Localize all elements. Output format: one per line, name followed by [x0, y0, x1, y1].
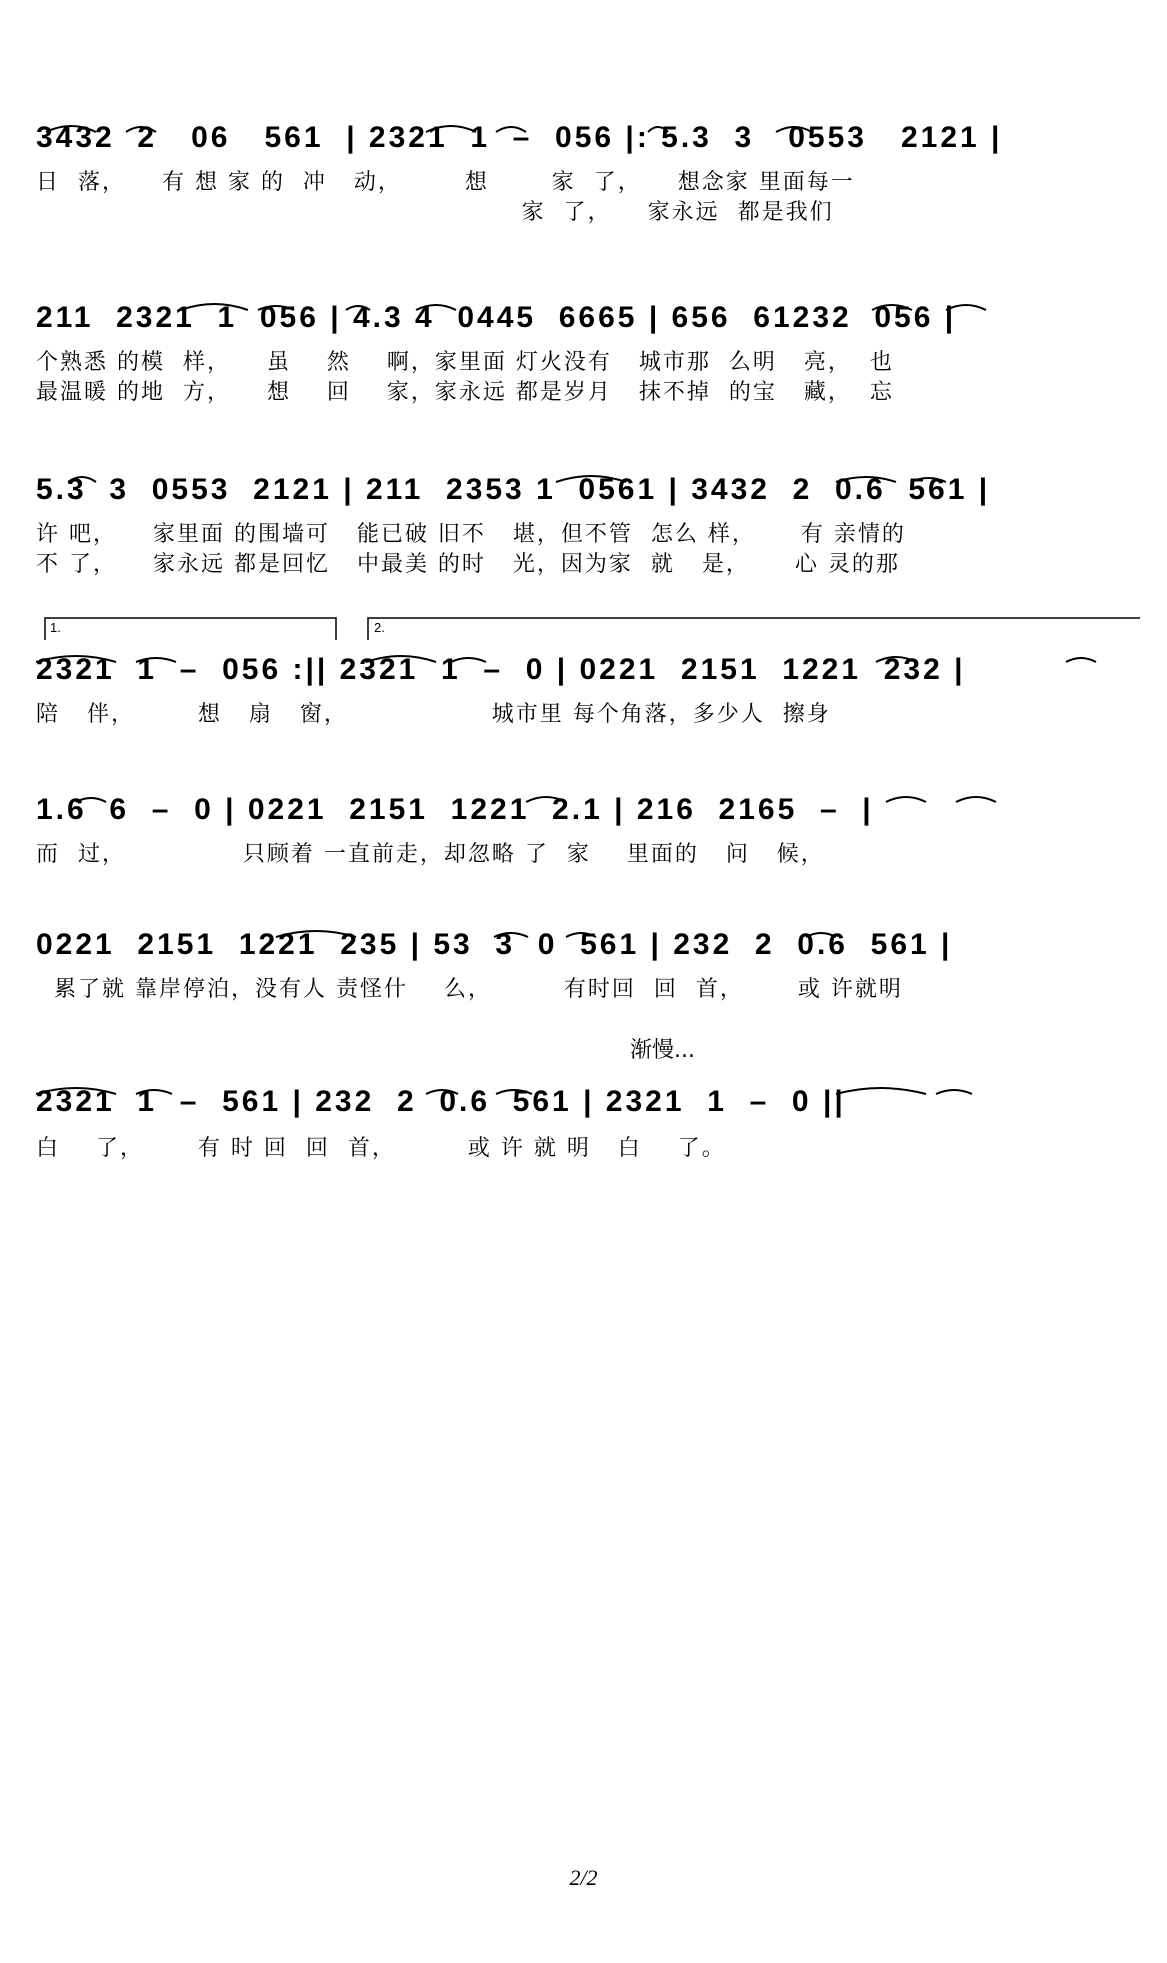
score-system-5: [36, 790, 1128, 890]
notation-line: 211 2321 1 056 | 4.3 4 0445 6665 | 656 61232 056 |: [36, 301, 957, 334]
tempo-marking: 渐慢...: [630, 1038, 695, 1063]
page-number: 2/2: [569, 1865, 598, 1890]
lyrics-verse-1: 许 吧， 家里面 的围墙可 能已破 旧不 堪，但不管 怎么 样， 有 亲情的: [36, 522, 906, 547]
slurs-overlay: [36, 470, 1128, 520]
lyrics-verse-1: 白 了， 有 时 回 回 首， 或 许 就 明 白 了。: [36, 1136, 726, 1161]
lyrics-verse-1: 个熟悉 的模 样， 虽 然 啊，家里面 灯火没有 城市那 么明 亮， 也: [36, 350, 894, 375]
notation-line: 3432 2 06 561 | 2321 1 – 056 |: 5.3 3 0553 2121 |: [36, 121, 1003, 154]
notation-line: 5.3 3 0553 2121 | 211 2353 1 0561 | 3432 2 0.6 561 |: [36, 473, 991, 506]
notation-line: 2321 1 – 056 :|| 2321 1 – 0 | 0221 2151 1221 232 |: [36, 653, 966, 686]
lyrics-verse-1: 累了就 靠岸停泊，没有人 责怪什 么， 有时回 回 首， 或 许就明: [36, 977, 903, 1002]
volta-brackets: [0, 612, 1167, 642]
score-system-4: [36, 650, 1128, 750]
lyrics-verse-2: 家 了， 家永远 都是我们: [36, 200, 834, 225]
lyrics-verse-2: 不 了， 家永远 都是回忆 中最美 的时 光，因为家 就 是， 心 灵的那: [36, 552, 900, 577]
volta-2-label: 2.: [374, 620, 385, 635]
lyrics-verse-2: 最温暖 的地 方， 想 回 家，家永远 都是岁月 抹不掉 的宝 藏， 忘: [36, 380, 894, 405]
slurs-overlay: [36, 790, 1128, 840]
score-system-7: [36, 1082, 1128, 1182]
slurs-overlay: [36, 298, 1128, 348]
lyrics-verse-1: 日 落， 有 想 家 的 冲 动， 想 家 了， 想念家 里面每一: [36, 170, 855, 195]
slurs-overlay: [36, 118, 1128, 168]
slurs-overlay: [36, 1082, 1128, 1132]
score-system-6: [36, 925, 1128, 1025]
slurs-overlay: [36, 925, 1128, 975]
notation-line: 1.6 6 – 0 | 0221 2151 1221 2.1 | 216 2165 – |: [36, 793, 874, 826]
slurs-overlay: [36, 650, 1128, 700]
volta-1-label: 1.: [50, 620, 61, 635]
lyrics-verse-1: 陪 伴， 想 扇 窗， 城市里 每个角落，多少人 擦身: [36, 702, 831, 727]
score-system-1: [36, 118, 1128, 268]
notation-line: 0221 2151 1221 235 | 53 3 0 561 | 232 2 0.6 561 |: [36, 928, 953, 961]
notation-line: 2321 1 – 561 | 232 2 0.6 561 | 2321 1 – 0 ||: [36, 1085, 846, 1118]
lyrics-verse-1: 而 过， 只顾着 一直前走，却忽略 了 家 里面的 问 候，: [36, 842, 825, 867]
score-system-2: [36, 298, 1128, 428]
score-system-3: [36, 470, 1128, 600]
